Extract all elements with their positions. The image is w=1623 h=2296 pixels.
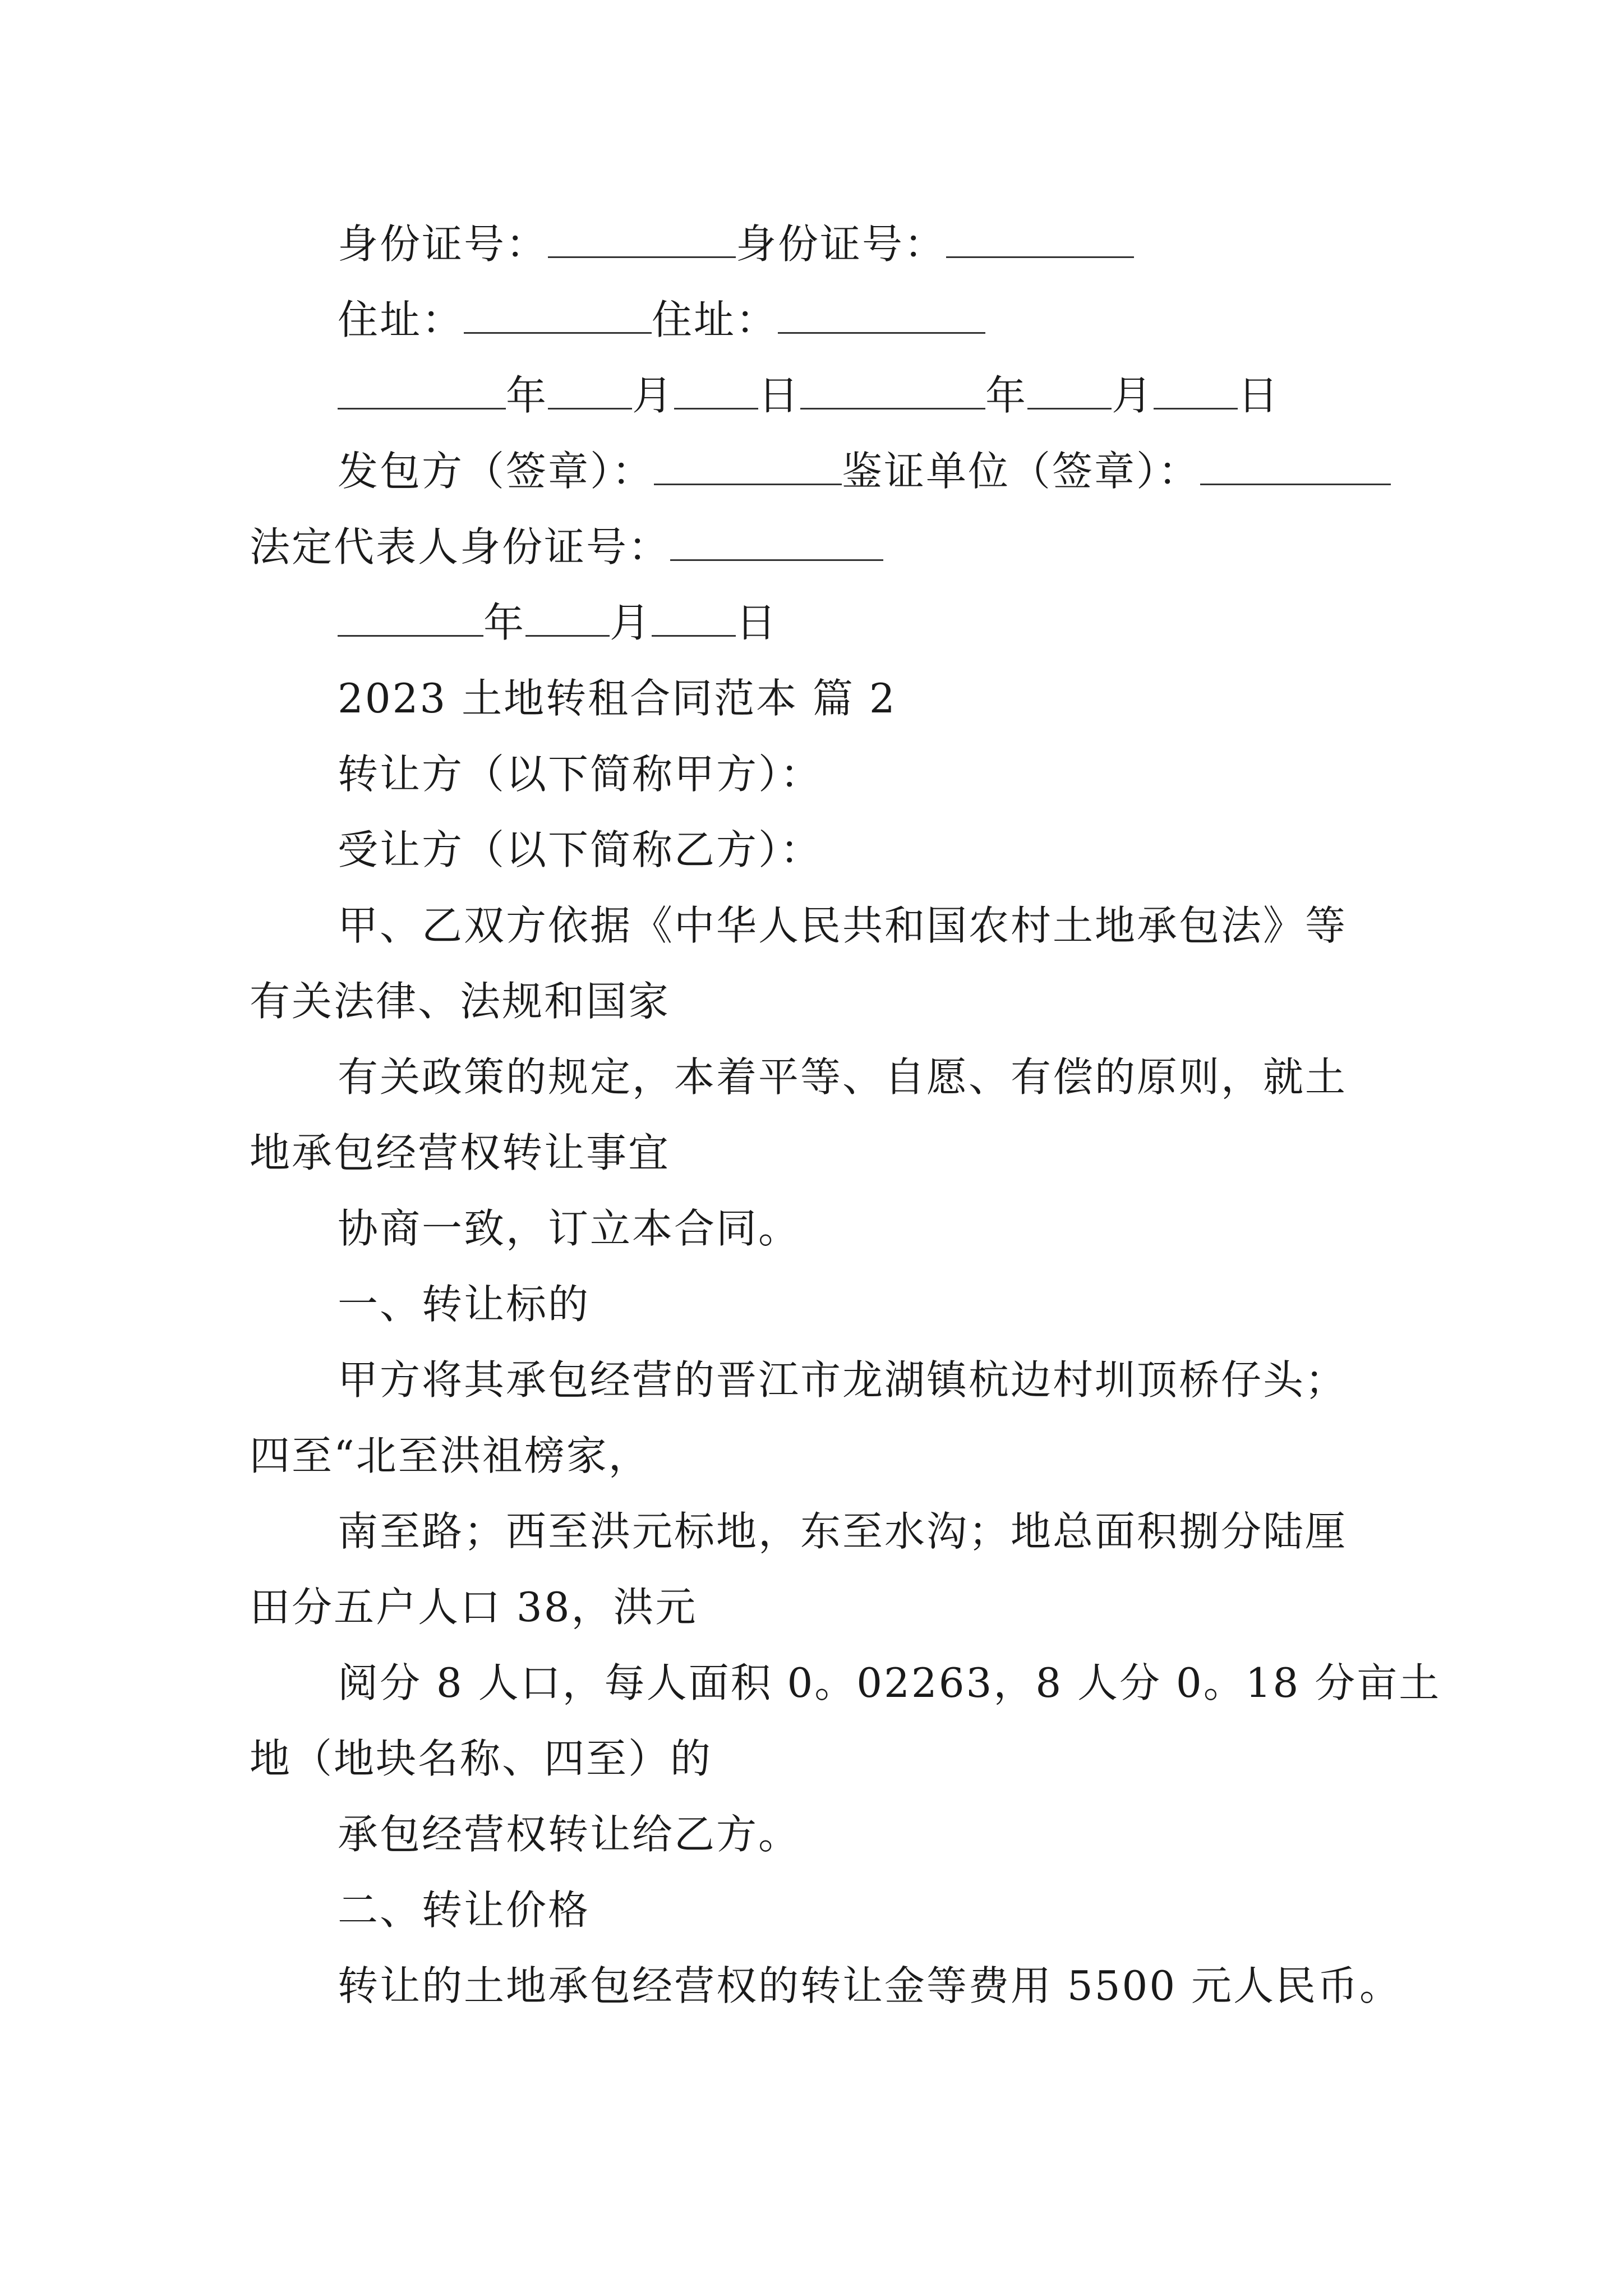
body-line: 协商一致，订立本合同。 [338,1205,801,1252]
year-blank-1 [338,376,506,409]
day-label-2: 日 [1238,372,1280,419]
id-number-row [0,205,1623,283]
body-line: 南至路；西至洪元标地，东至水沟；地总面积捌分陆厘 [338,1508,1348,1555]
year-blank-3 [338,604,483,637]
verifier-blank [1200,452,1391,485]
id-number-label-2: 身份证号： [736,220,947,268]
month-blank-1 [548,376,632,409]
body-line: 甲方将其承包经营的晋江市龙湖镇杭边村圳顶桥仔头； [338,1356,1348,1404]
heading-transfer-subject: 一、转让标的 [338,1281,591,1328]
legal-rep-id-blank [670,528,883,561]
verifier-label: 鉴证单位（签章）： [842,448,1201,495]
legal-rep-id-label: 法定代表人身份证号： [250,523,671,570]
body-line: 地承包经营权转让事宜 [250,1129,671,1176]
address-label-1: 住址： [338,296,464,343]
date-row-double [0,356,1623,435]
month-blank-2 [1027,376,1112,409]
year-label-3: 年 [483,599,526,646]
day-blank-2 [1154,376,1238,409]
month-label-3: 月 [610,599,652,646]
legal-rep-row [0,508,1623,586]
year-label-1: 年 [506,372,548,419]
body-line: 有关政策的规定，本着平等、自愿、有偿的原则，就土 [338,1053,1348,1101]
body-line: 阅分 8 人口，每人面积 0。02263，8 人分 0。18 分亩土 [338,1659,1441,1706]
transferor-line: 转让方（以下简称甲方）： [338,751,823,798]
body-line: 转让的土地承包经营权的转让金等费用 5500 元人民币。 [338,1962,1402,2009]
body-line: 地（地块名称、四至）的 [250,1735,713,1782]
issuer-label: 发包方（签章）： [338,448,654,495]
address-label-2: 住址： [652,296,778,343]
day-label-3: 日 [736,599,778,646]
id-number-label-1: 身份证号： [338,220,548,268]
day-blank-3 [652,604,736,637]
day-label-1: 日 [758,372,801,419]
address-blank-1 [464,301,652,334]
heading-transfer-price: 二、转让价格 [338,1887,591,1934]
date-row-single [0,583,1623,662]
transferee-line: 受让方（以下简称乙方）： [338,826,823,873]
signature-row [0,432,1623,510]
body-line: 四至“北至洪祖榜家， [250,1432,651,1479]
month-blank-3 [525,604,610,637]
body-line: 田分五户人口 38，洪元 [250,1584,698,1631]
id-number-blank-2 [946,225,1134,258]
address-row [0,280,1623,359]
year-blank-2 [800,376,985,409]
body-line: 承包经营权转让给乙方。 [338,1811,801,1858]
issuer-blank [654,452,842,485]
section-title: 2023 土地转租合同范本 篇 2 [338,675,897,722]
year-label-2: 年 [985,372,1028,419]
day-blank-1 [674,376,758,409]
month-label-2: 月 [1112,372,1154,419]
id-number-blank-1 [548,225,736,258]
month-label-1: 月 [632,372,675,419]
body-line: 有关法律、法规和国家 [250,978,671,1025]
address-blank-2 [778,301,985,334]
body-line: 甲、乙双方依据《中华人民共和国农村土地承包法》等 [338,902,1348,949]
